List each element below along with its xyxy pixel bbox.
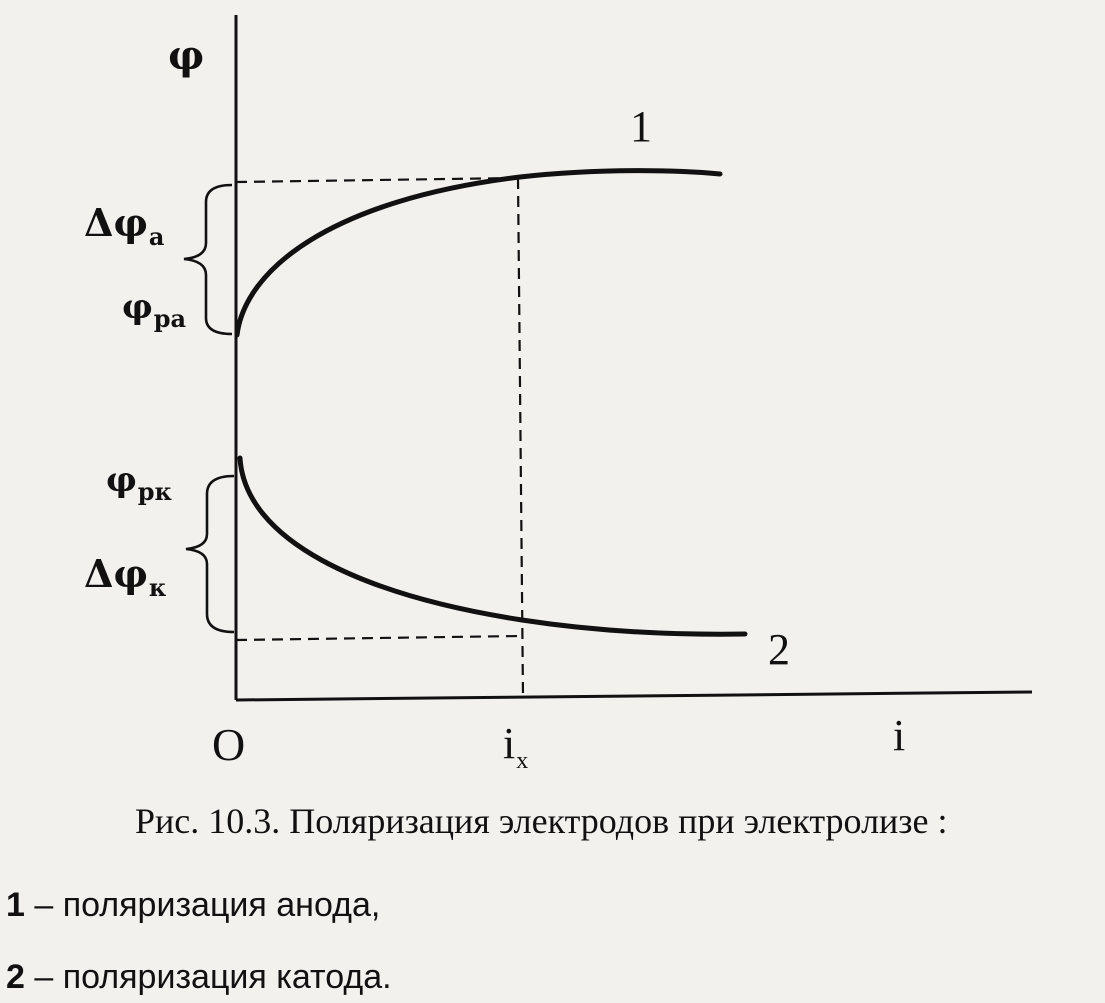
legend-item-cathode: 2 – поляризация катода.: [6, 958, 392, 996]
delta-phi-a-label: $\Delta\varphi_а$: [84, 200, 165, 251]
x-axis: [236, 692, 1032, 700]
anode-curve-number: 1: [630, 102, 652, 151]
anode-polarization-curve: [237, 171, 720, 335]
figure-caption: Рис. 10.3. Поляризация электродов при электролизе :: [135, 801, 948, 841]
legend-item-anode: 1 – поляризация анода,: [6, 886, 381, 924]
cathode-polarization-brace: [186, 476, 234, 632]
x-axis-label: i: [893, 711, 906, 760]
origin-label: O: [212, 719, 246, 770]
y-axis-label: φ: [168, 32, 205, 79]
cathode-polarization-curve: [240, 458, 745, 634]
ix-label: $i_x$: [503, 719, 529, 774]
anode-polarization-brace: [184, 185, 232, 334]
cathode-curve-number: 2: [768, 625, 790, 674]
phi-pa-label: $\varphi_{ра}$: [122, 287, 187, 333]
delta-phi-k-label: $\Delta\varphi_к$: [84, 551, 167, 602]
cathode-level-dashed-line: [236, 636, 520, 640]
phi-pk-label: $\varphi_{рк}$: [106, 460, 172, 506]
